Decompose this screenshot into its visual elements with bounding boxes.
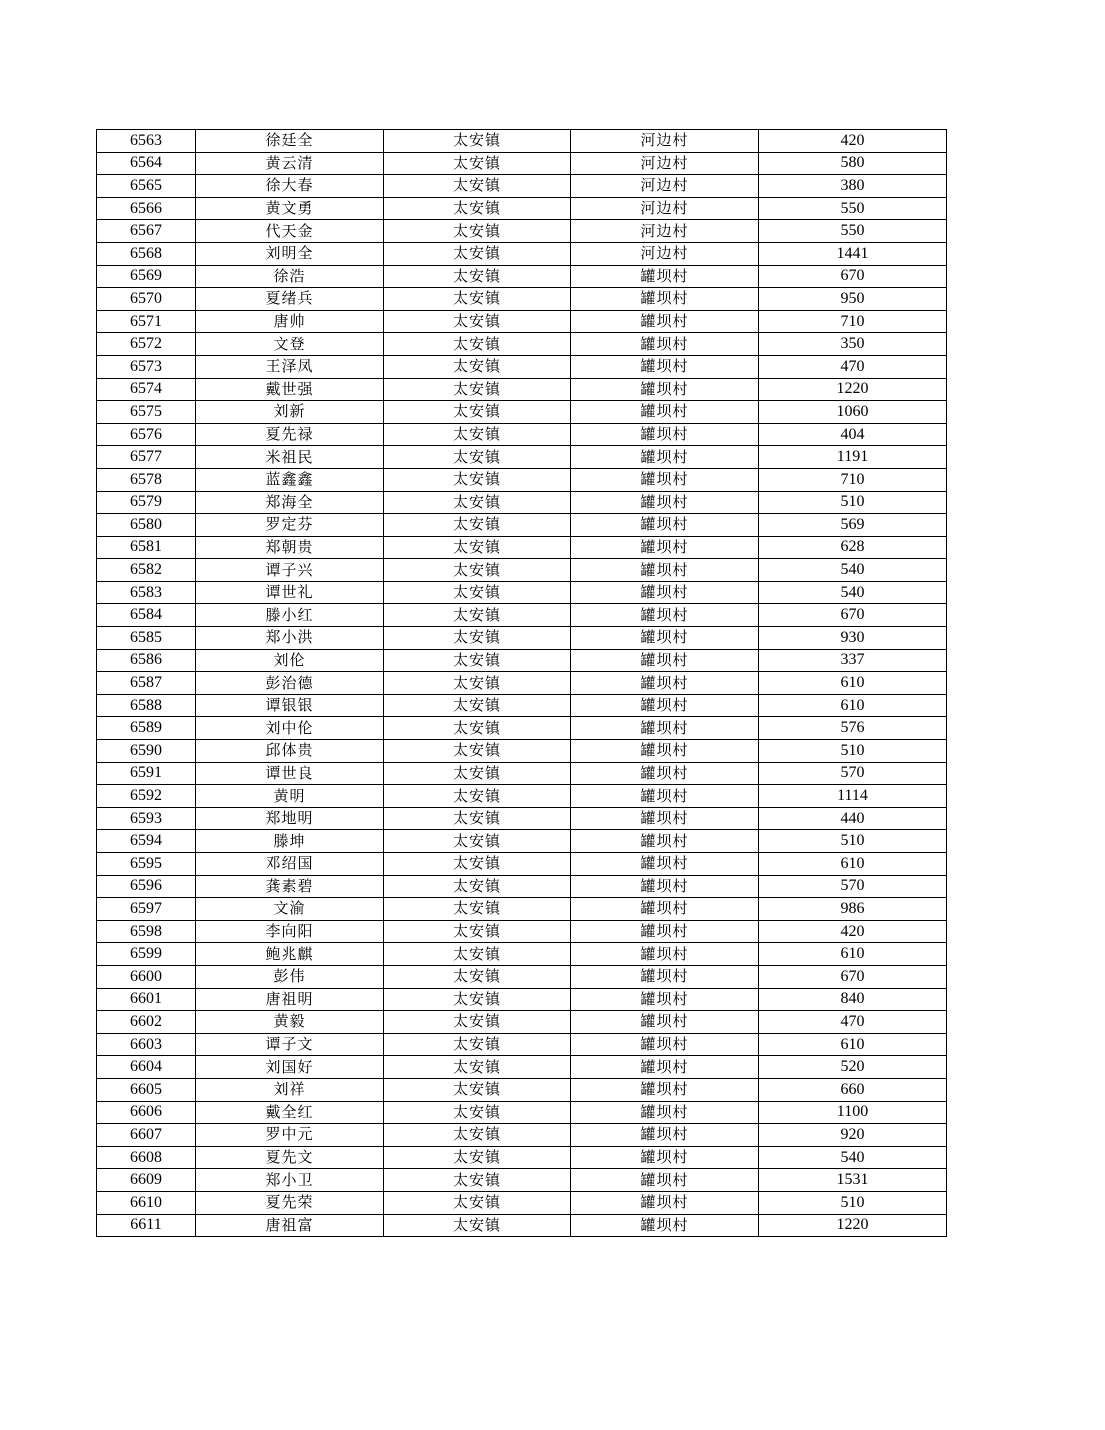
row-number-cell: 6593 [97,807,196,830]
amount-cell: 570 [759,762,947,785]
row-number-cell: 6599 [97,943,196,966]
person-name-cell: 蓝鑫鑫 [196,468,384,491]
village-cell: 罐坝村 [571,943,759,966]
town-cell: 太安镇 [384,740,571,763]
village-cell: 罐坝村 [571,853,759,876]
amount-cell: 420 [759,130,947,153]
table-row [97,1191,947,1214]
amount-cell: 470 [759,1011,947,1034]
amount-cell: 710 [759,310,947,333]
town-cell: 太安镇 [384,1124,571,1147]
person-name-cell: 夏绪兵 [196,288,384,311]
row-number-cell: 6587 [97,672,196,695]
table-row [97,514,947,537]
town-cell: 太安镇 [384,1033,571,1056]
amount-cell: 670 [759,604,947,627]
amount-cell: 950 [759,288,947,311]
row-number-cell: 6583 [97,581,196,604]
village-cell: 罐坝村 [571,785,759,808]
amount-cell: 520 [759,1056,947,1079]
row-number-cell: 6595 [97,853,196,876]
row-number-cell: 6565 [97,175,196,198]
amount-cell: 1531 [759,1169,947,1192]
row-number-cell: 6568 [97,242,196,265]
table-row [97,604,947,627]
person-name-cell: 谭子文 [196,1033,384,1056]
person-name-cell: 王泽凤 [196,355,384,378]
row-number-cell: 6596 [97,875,196,898]
row-number-cell: 6594 [97,830,196,853]
table-row [97,491,947,514]
table-row [97,807,947,830]
row-number-cell: 6603 [97,1033,196,1056]
town-cell: 太安镇 [384,898,571,921]
person-name-cell: 徐浩 [196,265,384,288]
amount-cell: 840 [759,988,947,1011]
table-row [97,920,947,943]
row-number-cell: 6574 [97,378,196,401]
town-cell: 太安镇 [384,694,571,717]
row-number-cell: 6609 [97,1169,196,1192]
table-row [97,694,947,717]
person-name-cell: 郑小卫 [196,1169,384,1192]
row-number-cell: 6610 [97,1191,196,1214]
table-row [97,1146,947,1169]
town-cell: 太安镇 [384,197,571,220]
amount-cell: 610 [759,853,947,876]
person-name-cell: 刘祥 [196,1078,384,1101]
town-cell: 太安镇 [384,965,571,988]
person-name-cell: 文渝 [196,898,384,921]
row-number-cell: 6570 [97,288,196,311]
row-number-cell: 6590 [97,740,196,763]
village-cell: 罐坝村 [571,288,759,311]
table-row [97,762,947,785]
town-cell: 太安镇 [384,627,571,650]
table-row [97,265,947,288]
village-cell: 罐坝村 [571,604,759,627]
row-number-cell: 6581 [97,536,196,559]
village-cell: 罐坝村 [571,1056,759,1079]
row-number-cell: 6582 [97,559,196,582]
person-name-cell: 代天金 [196,220,384,243]
town-cell: 太安镇 [384,853,571,876]
row-number-cell: 6563 [97,130,196,153]
table-row [97,559,947,582]
amount-cell: 1114 [759,785,947,808]
row-number-cell: 6580 [97,514,196,537]
village-cell: 罐坝村 [571,740,759,763]
town-cell: 太安镇 [384,265,571,288]
row-number-cell: 6572 [97,333,196,356]
town-cell: 太安镇 [384,762,571,785]
village-cell: 罐坝村 [571,672,759,695]
table-row [97,581,947,604]
table-row [97,943,947,966]
amount-cell: 1220 [759,1214,947,1237]
table-row [97,378,947,401]
village-cell: 罐坝村 [571,378,759,401]
table-row [97,785,947,808]
person-name-cell: 唐祖明 [196,988,384,1011]
amount-cell: 540 [759,559,947,582]
table-row [97,355,947,378]
amount-cell: 380 [759,175,947,198]
table-row [97,536,947,559]
table-row [97,1214,947,1237]
person-name-cell: 唐祖富 [196,1214,384,1237]
amount-cell: 670 [759,965,947,988]
village-cell: 罐坝村 [571,627,759,650]
village-cell: 罐坝村 [571,1169,759,1192]
village-cell: 罐坝村 [571,898,759,921]
town-cell: 太安镇 [384,378,571,401]
table-row [97,672,947,695]
village-cell: 罐坝村 [571,446,759,469]
row-number-cell: 6598 [97,920,196,943]
amount-cell: 550 [759,197,947,220]
amount-cell: 610 [759,694,947,717]
amount-cell: 628 [759,536,947,559]
person-name-cell: 罗中元 [196,1124,384,1147]
amount-cell: 1220 [759,378,947,401]
table-row [97,1124,947,1147]
town-cell: 太安镇 [384,288,571,311]
person-name-cell: 罗定芬 [196,514,384,537]
amount-cell: 540 [759,1146,947,1169]
data-table [96,129,947,1237]
table-body [97,130,947,1237]
amount-cell: 350 [759,333,947,356]
table-row [97,853,947,876]
town-cell: 太安镇 [384,175,571,198]
town-cell: 太安镇 [384,130,571,153]
table-row [97,875,947,898]
town-cell: 太安镇 [384,920,571,943]
table-row [97,423,947,446]
table-row [97,965,947,988]
village-cell: 罐坝村 [571,514,759,537]
town-cell: 太安镇 [384,310,571,333]
table-row [97,898,947,921]
row-number-cell: 6579 [97,491,196,514]
row-number-cell: 6578 [97,468,196,491]
person-name-cell: 滕小红 [196,604,384,627]
town-cell: 太安镇 [384,649,571,672]
village-cell: 罐坝村 [571,310,759,333]
table-row [97,333,947,356]
amount-cell: 420 [759,920,947,943]
amount-cell: 576 [759,717,947,740]
village-cell: 罐坝村 [571,333,759,356]
village-cell: 罐坝村 [571,988,759,1011]
table-row [97,197,947,220]
town-cell: 太安镇 [384,1011,571,1034]
amount-cell: 920 [759,1124,947,1147]
amount-cell: 337 [759,649,947,672]
town-cell: 太安镇 [384,1169,571,1192]
row-number-cell: 6602 [97,1011,196,1034]
row-number-cell: 6564 [97,152,196,175]
person-name-cell: 鲍兆麒 [196,943,384,966]
person-name-cell: 李向阳 [196,920,384,943]
person-name-cell: 郑朝贵 [196,536,384,559]
person-name-cell: 黄文勇 [196,197,384,220]
town-cell: 太安镇 [384,943,571,966]
amount-cell: 580 [759,152,947,175]
person-name-cell: 戴世强 [196,378,384,401]
row-number-cell: 6597 [97,898,196,921]
town-cell: 太安镇 [384,514,571,537]
amount-cell: 610 [759,943,947,966]
town-cell: 太安镇 [384,423,571,446]
person-name-cell: 郑小洪 [196,627,384,650]
town-cell: 太安镇 [384,446,571,469]
row-number-cell: 6577 [97,446,196,469]
village-cell: 罐坝村 [571,536,759,559]
village-cell: 罐坝村 [571,1101,759,1124]
amount-cell: 510 [759,1191,947,1214]
row-number-cell: 6573 [97,355,196,378]
amount-cell: 510 [759,740,947,763]
table-row [97,627,947,650]
person-name-cell: 谭银银 [196,694,384,717]
row-number-cell: 6591 [97,762,196,785]
table-row [97,988,947,1011]
person-name-cell: 夏先文 [196,1146,384,1169]
person-name-cell: 彭伟 [196,965,384,988]
amount-cell: 470 [759,355,947,378]
table-row [97,310,947,333]
amount-cell: 710 [759,468,947,491]
person-name-cell: 夏先荣 [196,1191,384,1214]
row-number-cell: 6604 [97,1056,196,1079]
table-row [97,1169,947,1192]
person-name-cell: 米祖民 [196,446,384,469]
village-cell: 罐坝村 [571,762,759,785]
row-number-cell: 6611 [97,1214,196,1237]
row-number-cell: 6584 [97,604,196,627]
row-number-cell: 6592 [97,785,196,808]
town-cell: 太安镇 [384,401,571,424]
village-cell: 罐坝村 [571,807,759,830]
row-number-cell: 6586 [97,649,196,672]
town-cell: 太安镇 [384,1191,571,1214]
table-row [97,220,947,243]
row-number-cell: 6585 [97,627,196,650]
town-cell: 太安镇 [384,604,571,627]
village-cell: 罐坝村 [571,1078,759,1101]
amount-cell: 404 [759,423,947,446]
person-name-cell: 刘伦 [196,649,384,672]
table-row [97,740,947,763]
village-cell: 河边村 [571,175,759,198]
row-number-cell: 6601 [97,988,196,1011]
village-cell: 罐坝村 [571,694,759,717]
person-name-cell: 龚素碧 [196,875,384,898]
person-name-cell: 夏先禄 [196,423,384,446]
person-name-cell: 戴全红 [196,1101,384,1124]
village-cell: 罐坝村 [571,559,759,582]
village-cell: 罐坝村 [571,491,759,514]
town-cell: 太安镇 [384,491,571,514]
table-row [97,717,947,740]
village-cell: 罐坝村 [571,1146,759,1169]
town-cell: 太安镇 [384,875,571,898]
village-cell: 罐坝村 [571,830,759,853]
village-cell: 罐坝村 [571,1191,759,1214]
village-cell: 河边村 [571,197,759,220]
town-cell: 太安镇 [384,333,571,356]
village-cell: 罐坝村 [571,965,759,988]
town-cell: 太安镇 [384,1056,571,1079]
town-cell: 太安镇 [384,242,571,265]
table-row [97,649,947,672]
table-row [97,130,947,153]
village-cell: 罐坝村 [571,649,759,672]
amount-cell: 550 [759,220,947,243]
amount-cell: 1191 [759,446,947,469]
amount-cell: 569 [759,514,947,537]
village-cell: 罐坝村 [571,920,759,943]
person-name-cell: 徐大春 [196,175,384,198]
amount-cell: 610 [759,672,947,695]
village-cell: 河边村 [571,130,759,153]
town-cell: 太安镇 [384,1078,571,1101]
table-row [97,401,947,424]
town-cell: 太安镇 [384,1146,571,1169]
person-name-cell: 刘新 [196,401,384,424]
table-row [97,446,947,469]
town-cell: 太安镇 [384,559,571,582]
village-cell: 罐坝村 [571,423,759,446]
table-row [97,288,947,311]
person-name-cell: 黄明 [196,785,384,808]
village-cell: 罐坝村 [571,468,759,491]
amount-cell: 670 [759,265,947,288]
person-name-cell: 滕坤 [196,830,384,853]
amount-cell: 660 [759,1078,947,1101]
amount-cell: 610 [759,1033,947,1056]
row-number-cell: 6605 [97,1078,196,1101]
person-name-cell: 黄云清 [196,152,384,175]
village-cell: 罐坝村 [571,265,759,288]
person-name-cell: 谭世良 [196,762,384,785]
amount-cell: 510 [759,491,947,514]
village-cell: 河边村 [571,152,759,175]
village-cell: 罐坝村 [571,355,759,378]
table-row [97,152,947,175]
village-cell: 罐坝村 [571,581,759,604]
row-number-cell: 6606 [97,1101,196,1124]
table-row [97,1101,947,1124]
person-name-cell: 黄毅 [196,1011,384,1034]
amount-cell: 930 [759,627,947,650]
town-cell: 太安镇 [384,152,571,175]
town-cell: 太安镇 [384,1214,571,1237]
table-row [97,1011,947,1034]
amount-cell: 570 [759,875,947,898]
village-cell: 罐坝村 [571,1011,759,1034]
person-name-cell: 邓绍国 [196,853,384,876]
table-row [97,1056,947,1079]
village-cell: 罐坝村 [571,401,759,424]
row-number-cell: 6600 [97,965,196,988]
village-cell: 罐坝村 [571,1124,759,1147]
person-name-cell: 刘国好 [196,1056,384,1079]
row-number-cell: 6607 [97,1124,196,1147]
town-cell: 太安镇 [384,717,571,740]
person-name-cell: 文登 [196,333,384,356]
town-cell: 太安镇 [384,807,571,830]
amount-cell: 1441 [759,242,947,265]
town-cell: 太安镇 [384,536,571,559]
town-cell: 太安镇 [384,1101,571,1124]
person-name-cell: 刘明全 [196,242,384,265]
person-name-cell: 郑地明 [196,807,384,830]
town-cell: 太安镇 [384,468,571,491]
town-cell: 太安镇 [384,581,571,604]
amount-cell: 1100 [759,1101,947,1124]
amount-cell: 986 [759,898,947,921]
village-cell: 河边村 [571,242,759,265]
row-number-cell: 6566 [97,197,196,220]
town-cell: 太安镇 [384,220,571,243]
person-name-cell: 邱体贵 [196,740,384,763]
table-row [97,175,947,198]
town-cell: 太安镇 [384,672,571,695]
table-row [97,1078,947,1101]
table-row [97,242,947,265]
village-cell: 河边村 [571,220,759,243]
person-name-cell: 谭世礼 [196,581,384,604]
village-cell: 罐坝村 [571,875,759,898]
village-cell: 罐坝村 [571,717,759,740]
row-number-cell: 6571 [97,310,196,333]
amount-cell: 1060 [759,401,947,424]
person-name-cell: 谭子兴 [196,559,384,582]
town-cell: 太安镇 [384,355,571,378]
village-cell: 罐坝村 [571,1033,759,1056]
person-name-cell: 郑海全 [196,491,384,514]
row-number-cell: 6589 [97,717,196,740]
row-number-cell: 6567 [97,220,196,243]
table-row [97,1033,947,1056]
town-cell: 太安镇 [384,988,571,1011]
row-number-cell: 6588 [97,694,196,717]
row-number-cell: 6575 [97,401,196,424]
row-number-cell: 6576 [97,423,196,446]
table-row [97,830,947,853]
person-name-cell: 彭治德 [196,672,384,695]
person-name-cell: 徐廷全 [196,130,384,153]
village-cell: 罐坝村 [571,1214,759,1237]
row-number-cell: 6569 [97,265,196,288]
amount-cell: 540 [759,581,947,604]
amount-cell: 440 [759,807,947,830]
town-cell: 太安镇 [384,785,571,808]
person-name-cell: 刘中伦 [196,717,384,740]
person-name-cell: 唐帅 [196,310,384,333]
town-cell: 太安镇 [384,830,571,853]
table-row [97,468,947,491]
row-number-cell: 6608 [97,1146,196,1169]
amount-cell: 510 [759,830,947,853]
